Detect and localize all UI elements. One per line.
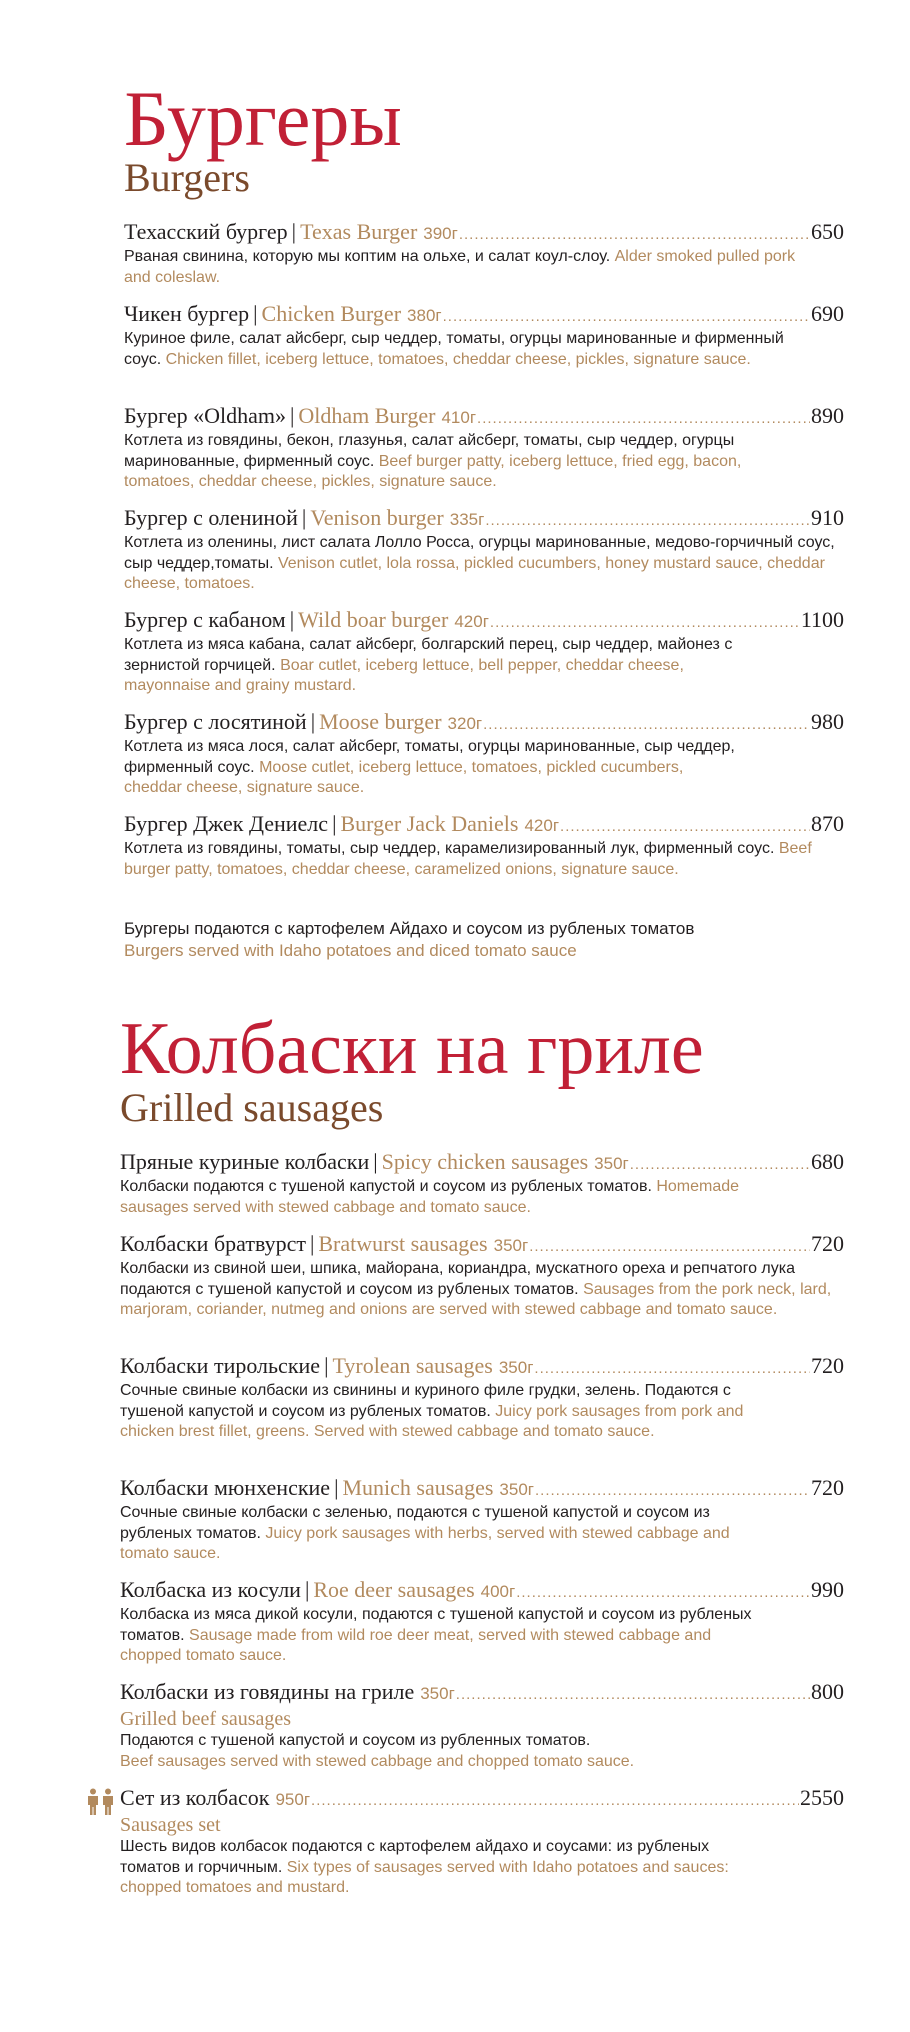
- item-desc-ru: Рваная свинина, которую мы коптим на ольхе, и салат коул-слоу.: [124, 248, 611, 265]
- item-name-en: Moose burger: [319, 709, 442, 734]
- item-desc-en: Beef burger patty, tomatoes, cheddar cheese, caramelized onions, signature sauce.: [124, 840, 812, 878]
- dot-leader: [483, 713, 810, 737]
- item-name-en: Sausages set: [120, 1814, 221, 1836]
- item-name-ru: Пряные куриные колбаски: [120, 1149, 370, 1174]
- note-ru: Бургеры подаются с картофелем Айдахо и соусом из рубленых томатов: [124, 919, 695, 938]
- item-name-en: Tyrolean sausages: [332, 1353, 493, 1378]
- item-desc-en: Juicy pork sausages with herbs, served with stewed cabbage and tomato sauce.: [120, 1524, 730, 1562]
- item-description: [120, 1837, 760, 1899]
- menu-item: [120, 1786, 844, 1899]
- menu-item: [124, 302, 844, 370]
- item-description: [120, 1503, 730, 1565]
- item-weight: 400г: [480, 1582, 516, 1601]
- item-weight: 350г: [493, 1236, 529, 1255]
- item-name-ru: Колбаски тирольские: [120, 1353, 321, 1378]
- item-name-ru: Колбаски братвурст: [120, 1231, 306, 1256]
- item-price: 980: [811, 709, 844, 734]
- item-price: 890: [811, 403, 844, 428]
- menu-item: [120, 1150, 844, 1218]
- item-desc-en: Alder smoked pulled pork and coleslaw.: [124, 248, 796, 286]
- item-name-ru: Бургер Джек Дениелс: [124, 811, 329, 836]
- item-name-en: Burger Jack Daniels: [340, 811, 519, 836]
- separator: |: [334, 1475, 339, 1500]
- item-name-en: Grilled beef sausages: [120, 1708, 292, 1730]
- item-name-ru: Бургер с лосятиной: [124, 709, 307, 734]
- item-desc-en: Boar cutlet, iceberg lettuce, bell pepper, cheddar cheese, mayonnaise and grainy mustard.: [124, 656, 684, 694]
- separator: |: [301, 505, 307, 530]
- item-name-ru: Бургер с олениной: [124, 505, 298, 530]
- item-desc-ru: Колбаски подаются с тушеной капустой и соусом из рубленых томатов.: [120, 1178, 652, 1195]
- dot-leader: [490, 611, 800, 635]
- item-weight: 410г: [441, 408, 477, 427]
- item-description: [120, 1259, 844, 1321]
- separator: |: [304, 1577, 310, 1602]
- dot-leader: [443, 305, 810, 329]
- item-description: [124, 431, 804, 493]
- item-desc-en: Juicy pork sausages from pork and chicken brest fillet, greens. Served with stewed cabbage and tomato sauce.: [120, 1402, 744, 1440]
- item-name-en: Munich sausages: [342, 1475, 494, 1500]
- item-description: [120, 1605, 760, 1667]
- dot-leader: [516, 1581, 810, 1605]
- item-desc-ru: Колбаска из мяса дикой косули, подаются с тушеной капустой и соусом из рубленых томатов.: [120, 1606, 752, 1644]
- dot-leader: [456, 1683, 810, 1707]
- item-name-ru: Бургер с кабаном: [124, 607, 286, 632]
- separator: |: [324, 1353, 329, 1378]
- item-description: [124, 329, 784, 370]
- item-name-ru: Колбаска из косули: [120, 1577, 301, 1602]
- item-desc-ru: Котлета из оленины, лист салата Лолло Росса, огурцы маринованные, медово-горчичный соус, сыр чеддер,томаты.: [124, 534, 835, 572]
- burgers-heading-ru: Бургеры: [124, 75, 402, 162]
- item-description: [124, 839, 824, 880]
- item-desc-ru: Куриное филе, салат айсберг, сыр чеддер, томаты, огурцы маринованные и фирменный соус.: [124, 330, 784, 368]
- menu-item: [124, 506, 844, 595]
- dot-leader: [311, 1789, 799, 1813]
- separator: |: [332, 811, 337, 836]
- item-desc-ru: Подаются с тушеной капустой и соусом из рубленных томатов.: [120, 1732, 591, 1749]
- item-name-ru: Сет из колбасок: [120, 1785, 270, 1810]
- item-name-en: Venison burger: [310, 505, 444, 530]
- item-desc-en: Chicken fillet, iceberg lettuce, tomatoes, cheddar cheese, pickles, signature sauce.: [165, 350, 751, 368]
- item-name-en: Chicken Burger: [261, 301, 402, 326]
- item-weight: 380г: [407, 306, 442, 325]
- item-name-ru: Колбаски мюнхенские: [120, 1475, 331, 1500]
- separator: |: [373, 1149, 378, 1174]
- item-desc-ru: Колбаски из свиной шеи, шпика, майорана, кориандра, мускатного ореха и репчатого лука подаются с тушеной капустой и соусом из рубленых томатов.: [120, 1260, 796, 1298]
- item-name-ru: Чикен бургер: [124, 301, 250, 326]
- item-price: 870: [811, 811, 844, 836]
- item-name-ru: Колбаски из говядины на гриле: [120, 1679, 415, 1704]
- item-name-en: Spicy chicken sausages: [381, 1149, 589, 1174]
- sausages-heading-ru: Колбаски на гриле: [120, 1008, 704, 1090]
- sausages-heading-en: Grilled sausages: [120, 1085, 384, 1130]
- item-desc-en: Moose cutlet, iceberg lettuce, tomatoes, pickled cucumbers, cheddar cheese, signature sauce.: [124, 758, 684, 796]
- menu-item: [120, 1476, 844, 1565]
- two-persons-icon: [86, 1788, 116, 1816]
- separator: |: [310, 709, 316, 734]
- item-name-en: Bratwurst sausages: [318, 1231, 488, 1256]
- item-weight: 950г: [275, 1790, 311, 1809]
- menu-item: [120, 1680, 844, 1772]
- item-price: 910: [811, 505, 844, 530]
- menu-item: [124, 710, 844, 799]
- dot-leader: [485, 509, 810, 533]
- separator: |: [289, 607, 295, 632]
- item-price: 1100: [800, 607, 844, 632]
- item-desc-en: Venison cutlet, lola rossa, pickled cucumbers, honey mustard sauce, cheddar cheese, tomatoes.: [124, 554, 825, 592]
- dot-leader: [630, 1153, 810, 1177]
- item-name-en: Wild boar burger: [298, 607, 449, 632]
- note-en: Burgers served with Idaho potatoes and diced tomato sauce: [124, 941, 577, 960]
- item-desc-en: Sausages from the pork neck, lard, marjoram, coriander, nutmeg and onions are served with stewed cabbage and tomato sauce.: [120, 1280, 832, 1318]
- item-description: [120, 1731, 740, 1772]
- item-desc-ru: Сочные свиные колбаски из свинины и куриного филе грудки, зелень. Подаются с тушеной капустой и соусом из рубленых томатов.: [120, 1382, 731, 1420]
- item-weight: 350г: [420, 1684, 455, 1703]
- item-description: [124, 247, 824, 288]
- item-desc-en: Homemade sausages served with stewed cabbage and tomato sauce.: [120, 1178, 740, 1216]
- item-description: [124, 635, 764, 697]
- item-price: 720: [811, 1353, 844, 1378]
- item-weight: 350г: [499, 1480, 534, 1499]
- menu-item: [124, 608, 844, 697]
- item-desc-ru: Котлета из говядины, бекон, глазунья, салат айсберг, томаты, сыр чеддер, огурцы маринованные, фирменный соус.: [124, 432, 735, 470]
- item-weight: 420г: [524, 816, 560, 835]
- item-desc-ru: Сочные свиные колбаски с зеленью, подаются с тушеной капустой и соусом из рубленых томатов.: [120, 1504, 710, 1542]
- item-desc-ru: Котлета из мяса лося, салат айсберг, томаты, огурцы маринованные, сыр чеддер, фирменный соус.: [124, 738, 735, 776]
- item-price: 690: [811, 301, 844, 326]
- separator: |: [253, 301, 258, 326]
- separator: |: [289, 403, 295, 428]
- item-name-ru: Техасский бургер: [124, 219, 288, 244]
- item-weight: 350г: [498, 1358, 534, 1377]
- item-price: 720: [811, 1231, 844, 1256]
- menu-item: [120, 1354, 844, 1443]
- dot-leader: [459, 223, 810, 247]
- burgers-heading-en: Burgers: [124, 155, 250, 200]
- item-desc-en: Sausage made from wild roe deer meat, served with stewed cabbage and chopped tomato sauce.: [120, 1626, 712, 1664]
- menu-item: [120, 1578, 844, 1667]
- item-name-en: Texas Burger: [300, 219, 418, 244]
- item-desc-ru: Котлета из говядины, томаты, сыр чеддер, карамелизированный лук, фирменный соус.: [124, 840, 775, 857]
- item-description: [120, 1381, 780, 1443]
- item-price: 720: [811, 1475, 844, 1500]
- dot-leader: [477, 407, 810, 431]
- dot-leader: [560, 815, 810, 839]
- burgers-serving-note: [124, 918, 864, 962]
- item-price: 680: [811, 1149, 844, 1174]
- item-weight: 350г: [594, 1154, 629, 1173]
- dot-leader: [534, 1357, 810, 1381]
- item-weight: 320г: [447, 714, 483, 733]
- item-desc-en: Beef sausages served with stewed cabbage and chopped tomato sauce.: [120, 1752, 635, 1770]
- item-name-en: Roe deer sausages: [313, 1577, 475, 1602]
- item-description: [120, 1177, 740, 1218]
- item-weight: 335г: [449, 510, 485, 529]
- item-desc-ru: Котлета из мяса кабана, салат айсберг, болгарский перец, сыр чеддер, майонез с зернистой горчицей.: [124, 636, 733, 674]
- menu-item: [120, 1232, 844, 1321]
- separator: |: [291, 219, 297, 244]
- item-price: 650: [811, 219, 844, 244]
- item-desc-en: Six types of sausages served with Idaho potatoes and sauces: chopped tomatoes and mustard.: [120, 1858, 729, 1896]
- item-desc-en: Beef burger patty, iceberg lettuce, fried egg, bacon, tomatoes, cheddar cheese, pickles, signature sauce.: [124, 452, 742, 490]
- menu-item: [124, 812, 844, 880]
- menu-item: [124, 404, 844, 493]
- item-weight: 420г: [454, 612, 489, 631]
- item-price: 2550: [800, 1785, 844, 1810]
- separator: |: [309, 1231, 315, 1256]
- item-name-ru: Бургер «Oldham»: [124, 403, 286, 428]
- dot-leader: [535, 1479, 810, 1503]
- item-description: [124, 737, 744, 799]
- item-desc-ru: Шесть видов колбасок подаются с картофелем айдахо и соусами: из рубленых томатов и горчичным.: [120, 1838, 710, 1876]
- item-name-en: Oldham Burger: [298, 403, 436, 428]
- dot-leader: [529, 1235, 810, 1259]
- item-weight: 390г: [423, 224, 458, 243]
- item-price: 800: [811, 1679, 844, 1704]
- menu-item: [124, 220, 844, 288]
- item-price: 990: [811, 1577, 844, 1602]
- item-description: [124, 533, 839, 595]
